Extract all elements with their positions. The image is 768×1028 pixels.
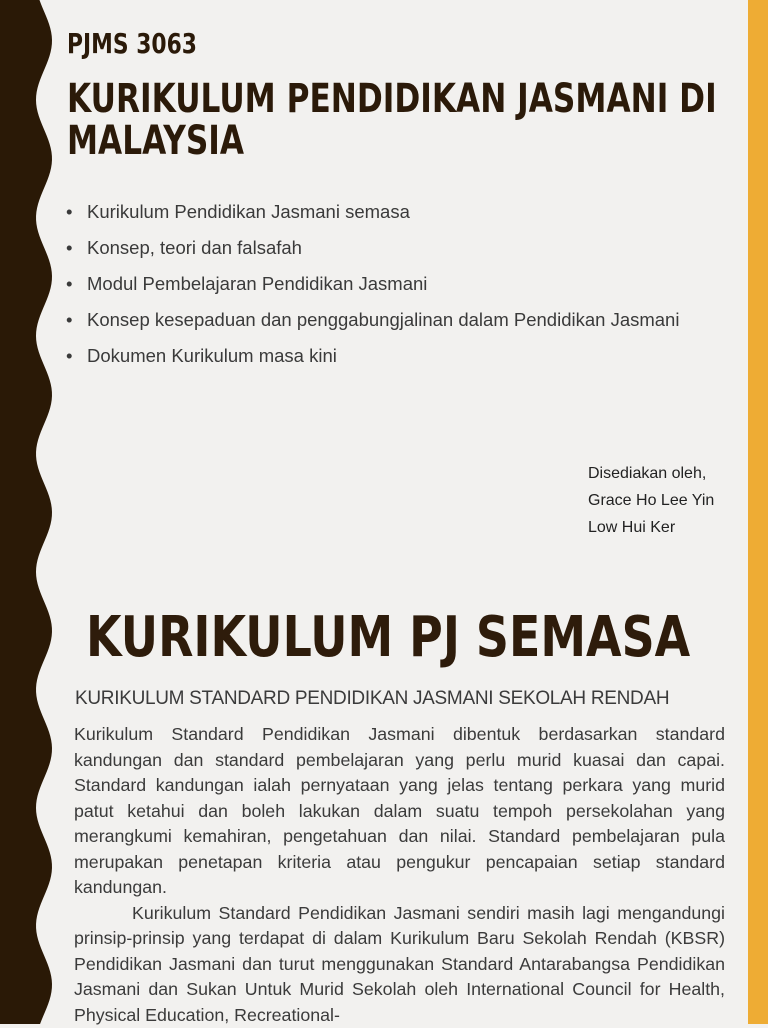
paragraph: Kurikulum Standard Pendidikan Jasmani sendiri masih lagi mengandungi prinsip-prinsip yang terdapat di dalam Kurikulum Baru Sekolah Rendah (KBSR) Pendidikan Jasmani dan turut menggunakan Standard Antarabangsa Pendidikan Jasmani dan Sukan Untuk Murid Sekolah oleh International Council for Health, Physical Education, Recreational- xyxy=(74,901,725,1028)
course-code: PJMS 3063 xyxy=(67,27,197,60)
list-item xyxy=(66,198,679,234)
bullet-icon: • xyxy=(66,198,87,226)
list-item-text: Dokumen Kurikulum masa kini xyxy=(87,345,337,366)
list-item-text: Konsep, teori dan falsafah xyxy=(87,237,302,258)
list-item xyxy=(66,306,679,342)
bullet-icon: • xyxy=(66,270,87,298)
list-item xyxy=(66,342,679,378)
slide-title xyxy=(67,78,717,162)
bullet-icon: • xyxy=(66,234,87,262)
body-text xyxy=(74,722,725,1028)
wavy-brown-band xyxy=(0,0,60,1024)
slide-title-line: MALAYSIA xyxy=(67,120,717,162)
section-subheading: KURIKULUM STANDARD PENDIDIKAN JASMANI SEKOLAH RENDAH xyxy=(75,688,669,710)
bullet-icon: • xyxy=(66,306,87,334)
list-item-text: Kurikulum Pendidikan Jasmani semasa xyxy=(87,201,410,222)
bullet-icon: • xyxy=(66,342,87,370)
credits-line: Disediakan oleh, xyxy=(588,460,714,487)
credits-line: Low Hui Ker xyxy=(588,514,714,541)
topic-list xyxy=(66,198,679,378)
credits-block xyxy=(588,460,714,541)
credits-line: Grace Ho Lee Yin xyxy=(588,487,714,514)
list-item-text: Konsep kesepaduan dan penggabungjalinan dalam Pendidikan Jasmani xyxy=(87,309,679,330)
paragraph: Kurikulum Standard Pendidikan Jasmani dibentuk berdasarkan standard kandungan dan standard pembelajaran yang perlu murid kuasai dan capai. Standard kandungan ialah pernyataan yang jelas tentang perkara yang murid patut ketahui dan boleh lakukan dalam suatu tempoh persekolahan yang merangkumi kemahiran, pengetahuan dan nilai. Standard pembelajaran pula merupakan penetapan kriteria atau pengukur pencapaian setiap standard kandungan. xyxy=(74,722,725,901)
accent-stripe xyxy=(748,0,768,1024)
list-item-text: Modul Pembelajaran Pendidikan Jasmani xyxy=(87,273,427,294)
section-title: KURIKULUM PJ SEMASA xyxy=(86,605,690,670)
slide-title-line: KURIKULUM PENDIDIKAN JASMANI DI xyxy=(67,78,717,120)
list-item xyxy=(66,234,679,270)
list-item xyxy=(66,270,679,306)
